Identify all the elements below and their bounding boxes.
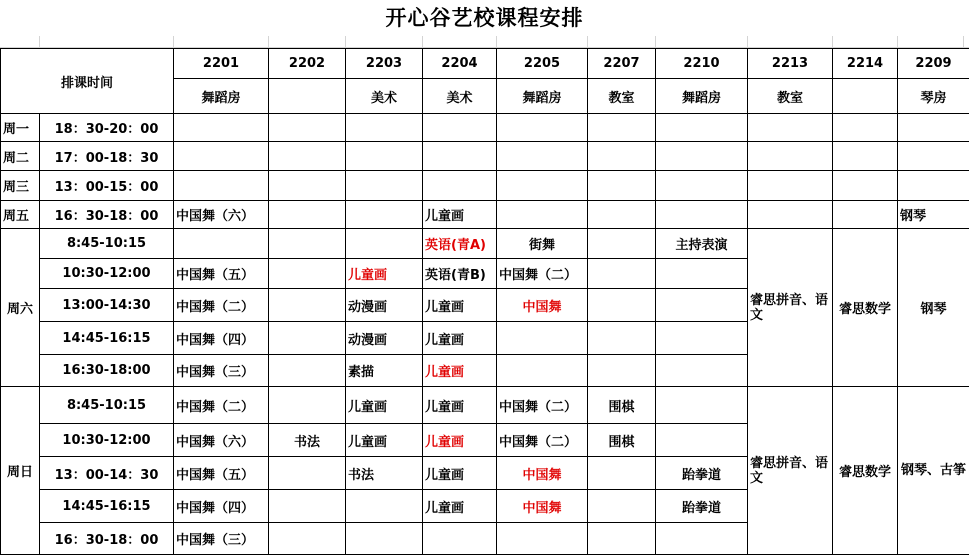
class-cell [656, 289, 748, 322]
class-cell: 跆拳道 [656, 490, 748, 523]
merged-class-cell: 钢琴 [898, 229, 969, 387]
room-type: 琴房 [898, 79, 969, 114]
class-cell [423, 142, 497, 171]
class-cell [656, 523, 748, 555]
class-cell: 中国舞（二） [497, 259, 588, 289]
room-type: 教室 [588, 79, 656, 114]
class-cell: 素描 [346, 355, 423, 387]
class-cell [269, 457, 346, 490]
time-cell: 10:30-12:00 [40, 259, 174, 289]
room-type: 舞蹈房 [497, 79, 588, 114]
class-cell: 儿童画 [423, 289, 497, 322]
day-cell: 周二 [1, 142, 40, 171]
class-cell: 英语(青B) [423, 259, 497, 289]
class-cell: 中国舞（五） [174, 457, 269, 490]
class-cell: 中国舞 [497, 289, 588, 322]
class-cell [174, 114, 269, 142]
class-cell [269, 259, 346, 289]
class-cell: 围棋 [588, 387, 656, 424]
class-cell: 儿童画 [423, 355, 497, 387]
class-cell [497, 322, 588, 355]
merged-class-cell: 睿思数学 [833, 387, 898, 555]
schedule-row-sunday [1, 387, 969, 424]
class-cell [269, 289, 346, 322]
class-cell [497, 523, 588, 555]
class-cell: 中国舞（三） [174, 523, 269, 555]
room-number: 2205 [497, 49, 588, 79]
class-cell [898, 142, 969, 171]
schedule-row-monday [1, 114, 969, 142]
room-number: 2210 [656, 49, 748, 79]
time-cell: 16:30-18:00 [40, 355, 174, 387]
room-number-row [1, 49, 969, 79]
class-cell [269, 490, 346, 523]
time-cell: 16：30-18：00 [40, 201, 174, 229]
day-cell: 周一 [1, 114, 40, 142]
schedule-row-saturday [1, 229, 969, 259]
time-cell: 16：30-18：00 [40, 523, 174, 555]
class-cell [269, 387, 346, 424]
day-cell: 周三 [1, 171, 40, 201]
class-cell: 书法 [346, 457, 423, 490]
room-type: 舞蹈房 [174, 79, 269, 114]
class-cell: 儿童画 [423, 387, 497, 424]
class-cell [656, 355, 748, 387]
class-cell [174, 142, 269, 171]
class-cell [588, 457, 656, 490]
class-cell: 儿童画 [423, 424, 497, 457]
class-cell: 儿童画 [423, 322, 497, 355]
class-cell: 儿童画 [346, 387, 423, 424]
class-cell [656, 387, 748, 424]
page-title: 开心谷艺校课程安排 [385, 6, 584, 30]
class-cell: 中国舞（六） [174, 201, 269, 229]
class-cell: 中国舞（二） [174, 289, 269, 322]
class-cell: 围棋 [588, 424, 656, 457]
class-cell: 儿童画 [423, 201, 497, 229]
class-cell [269, 322, 346, 355]
class-cell: 书法 [269, 424, 346, 457]
time-cell: 8:45-10:15 [40, 387, 174, 424]
schedule-table [0, 48, 969, 555]
schedule-row-friday [1, 201, 969, 229]
class-cell [588, 289, 656, 322]
class-cell [656, 259, 748, 289]
class-cell [588, 229, 656, 259]
room-number: 2207 [588, 49, 656, 79]
merged-class-cell: 睿思拼音、语文 [748, 387, 833, 555]
time-cell: 10:30-12:00 [40, 424, 174, 457]
class-cell [174, 229, 269, 259]
room-number: 2214 [833, 49, 898, 79]
merged-class-cell: 睿思数学 [833, 229, 898, 387]
class-cell: 街舞 [497, 229, 588, 259]
room-number: 2201 [174, 49, 269, 79]
class-cell [269, 229, 346, 259]
class-cell: 儿童画 [423, 490, 497, 523]
class-cell: 动漫画 [346, 322, 423, 355]
time-cell: 18：30-20：00 [40, 114, 174, 142]
room-type: 美术 [423, 79, 497, 114]
class-cell: 中国舞（三） [174, 355, 269, 387]
class-cell [174, 171, 269, 201]
class-cell [346, 523, 423, 555]
class-cell [346, 229, 423, 259]
class-cell: 英语(青A) [423, 229, 497, 259]
day-cell: 周六 [1, 229, 40, 387]
class-cell [423, 114, 497, 142]
time-cell: 14:45-16:15 [40, 322, 174, 355]
class-cell [423, 171, 497, 201]
class-cell: 中国舞（五） [174, 259, 269, 289]
room-number: 2202 [269, 49, 346, 79]
class-cell [497, 355, 588, 387]
spreadsheet-gridlines [0, 36, 969, 48]
room-type: 舞蹈房 [656, 79, 748, 114]
class-cell: 动漫画 [346, 289, 423, 322]
time-cell: 8:45-10:15 [40, 229, 174, 259]
merged-class-cell: 睿思拼音、语文 [748, 229, 833, 387]
class-cell [588, 259, 656, 289]
class-cell: 中国舞（二） [497, 387, 588, 424]
class-cell [588, 322, 656, 355]
class-cell: 中国舞（四） [174, 322, 269, 355]
time-cell: 13：00-15：00 [40, 171, 174, 201]
schedule-row-wednesday [1, 171, 969, 201]
class-cell [898, 114, 969, 142]
class-cell [423, 523, 497, 555]
schedule-row-tuesday [1, 142, 969, 171]
time-cell: 13：00-14：30 [40, 457, 174, 490]
class-cell: 中国舞（四） [174, 490, 269, 523]
class-cell [269, 355, 346, 387]
time-cell: 14:45-16:15 [40, 490, 174, 523]
class-cell [656, 322, 748, 355]
room-type [269, 79, 346, 114]
class-cell: 儿童画 [346, 424, 423, 457]
class-cell [656, 424, 748, 457]
time-cell: 17：00-18：30 [40, 142, 174, 171]
class-cell [898, 171, 969, 201]
class-cell [588, 490, 656, 523]
day-cell: 周日 [1, 387, 40, 555]
class-cell: 儿童画 [423, 457, 497, 490]
class-cell: 中国舞（二） [174, 387, 269, 424]
class-cell: 儿童画 [346, 259, 423, 289]
schedule-time-header: 排课时间 [1, 49, 174, 114]
class-cell [588, 523, 656, 555]
room-number: 2213 [748, 49, 833, 79]
class-cell: 中国舞（二） [497, 424, 588, 457]
day-cell: 周五 [1, 201, 40, 229]
room-number: 2204 [423, 49, 497, 79]
room-type [833, 79, 898, 114]
time-cell: 13:00-14:30 [40, 289, 174, 322]
class-cell: 中国舞 [497, 490, 588, 523]
class-cell: 中国舞 [497, 457, 588, 490]
class-cell: 主持表演 [656, 229, 748, 259]
room-number: 2209 [898, 49, 969, 79]
class-cell: 钢琴 [898, 201, 969, 229]
class-cell [346, 490, 423, 523]
class-cell: 中国舞（六） [174, 424, 269, 457]
room-number: 2203 [346, 49, 423, 79]
merged-class-cell: 钢琴、古筝 [898, 387, 969, 555]
class-cell [269, 523, 346, 555]
room-type: 美术 [346, 79, 423, 114]
room-type: 教室 [748, 79, 833, 114]
class-cell [588, 355, 656, 387]
class-cell: 跆拳道 [656, 457, 748, 490]
